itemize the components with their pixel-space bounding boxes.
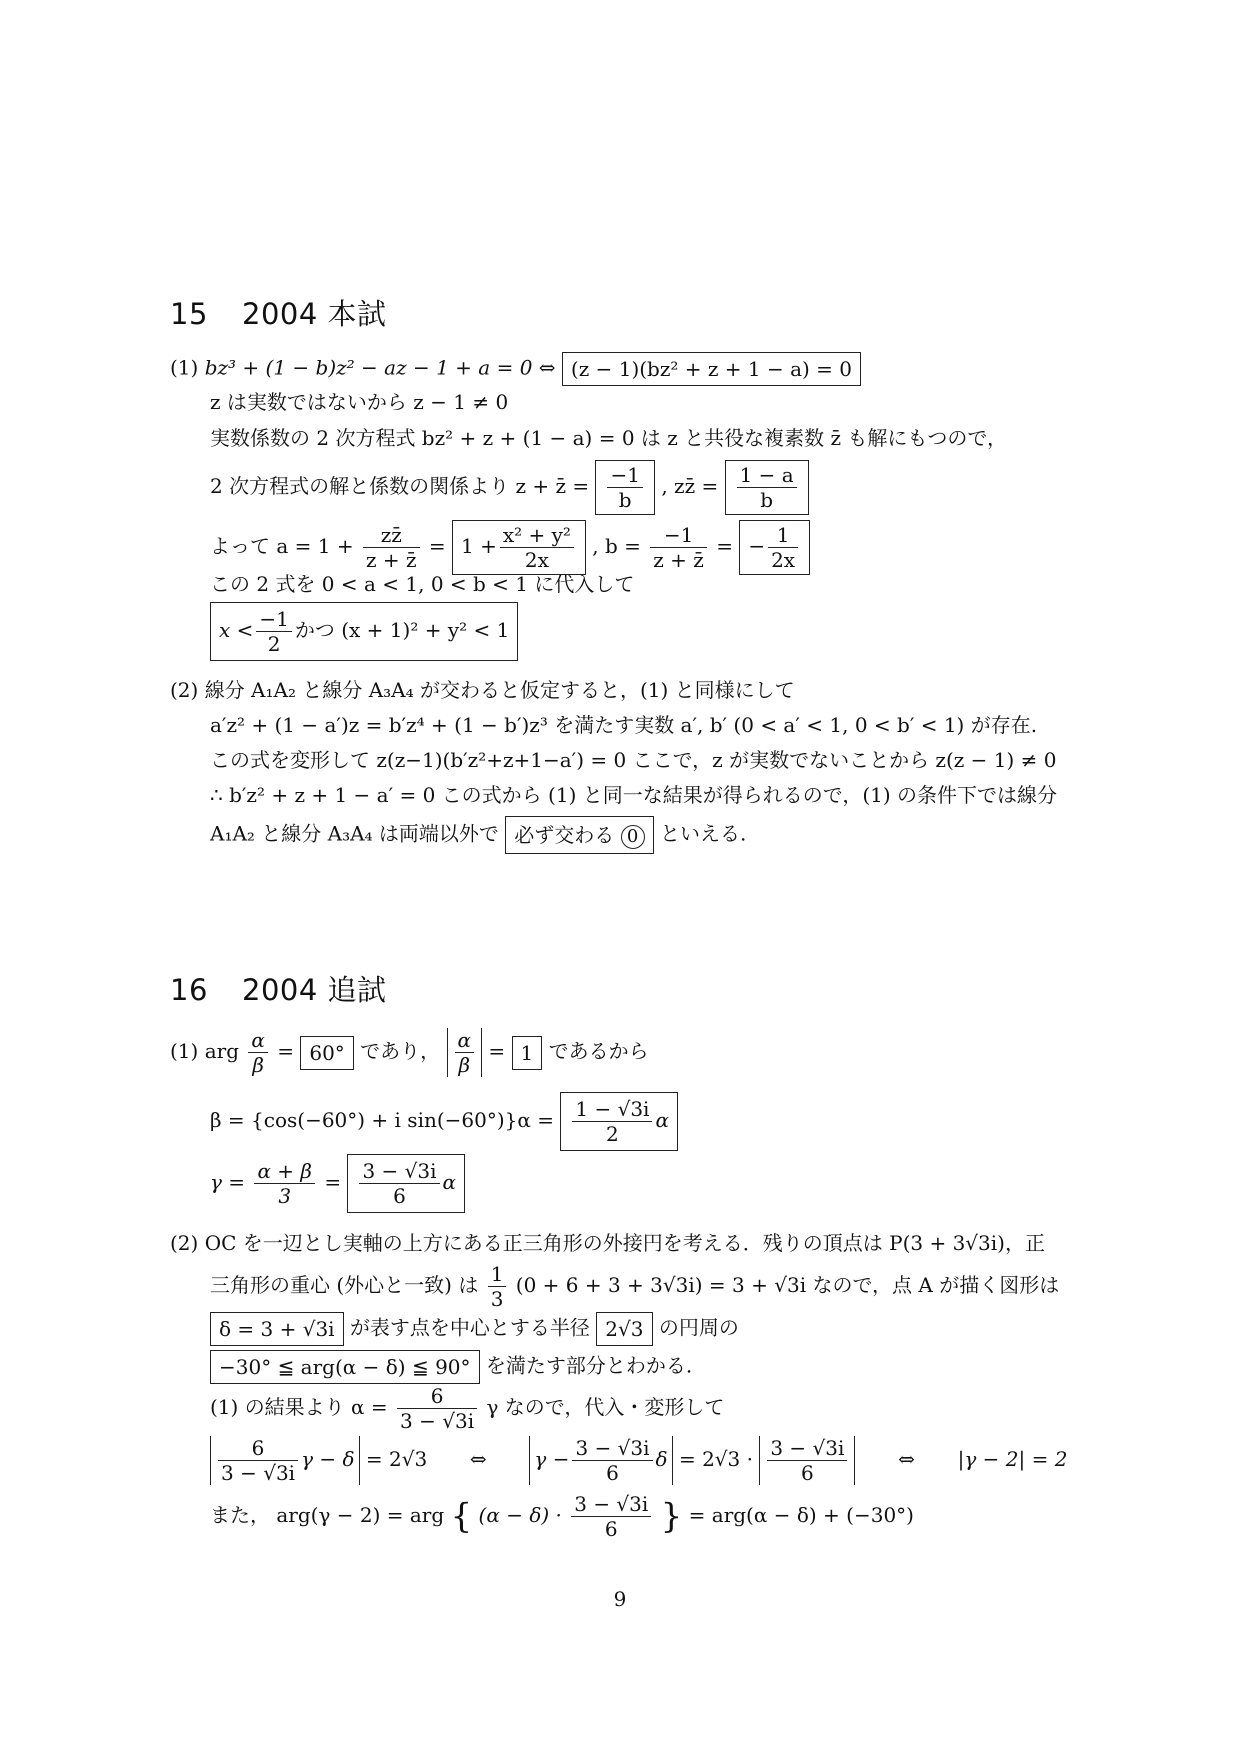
text-span: 2 次方程式の解と係数の関係より z + z̄ = — [210, 474, 590, 498]
fraction — [359, 1159, 439, 1208]
numerator: 1 — [488, 1262, 507, 1287]
text-span: (α − δ) · — [478, 1503, 562, 1527]
problem-line: z は実数ではないから z − 1 ≠ 0 — [210, 390, 509, 414]
fraction — [256, 607, 291, 656]
text-span: α — [442, 1170, 457, 1194]
text-span: であり， — [360, 1039, 441, 1063]
fraction — [607, 463, 642, 512]
answer-box — [595, 460, 654, 515]
problem-line — [210, 1092, 678, 1151]
denominator: 3 − √3i — [400, 1409, 475, 1433]
section-title: 2004 本試 — [242, 297, 387, 331]
answer-box — [452, 520, 586, 575]
answer-box — [725, 460, 809, 515]
circled-number: 0 — [621, 825, 645, 849]
problem-line — [210, 602, 518, 661]
problem-line — [210, 1262, 1059, 1311]
equivalence-symbol: ⇔ — [469, 1447, 487, 1471]
fraction — [650, 523, 707, 572]
answer-box: 60° — [300, 1036, 353, 1070]
fraction — [455, 1028, 475, 1077]
denominator: z + z̄ — [365, 548, 417, 572]
problem-line — [210, 1154, 465, 1213]
denominator: 3 — [278, 1184, 292, 1208]
problem-line — [170, 676, 795, 704]
numerator: x² + y² — [500, 523, 574, 548]
fraction — [737, 463, 797, 512]
denominator: 2x — [771, 548, 796, 572]
problem-line — [210, 460, 809, 515]
denominator: 6 — [801, 1461, 814, 1485]
math-expression: bz³ + (1 − b)z² − az − 1 + a = 0 ⇔ — [204, 355, 556, 380]
text-span: , b = — [592, 534, 641, 558]
fraction — [254, 1159, 315, 1208]
problem-line — [210, 1492, 914, 1541]
numerator: −1 — [650, 523, 707, 548]
part-label: (1) — [170, 1039, 199, 1063]
denominator: β — [252, 1053, 264, 1077]
text-span: = 2√3 — [365, 1447, 428, 1471]
text-span: γ − δ — [301, 1447, 355, 1471]
problem-line: この 2 式を 0 < a < 1, 0 < b < 1 に代入して — [210, 572, 635, 596]
problem-line: ∴ b′z² + z + 1 − a′ = 0 この式から (1) と同一な結果が得られるので，(1) の条件下では線分 — [210, 783, 1058, 807]
text-span: β = {cos(−60°) + i sin(−60°)}α = — [210, 1108, 555, 1132]
absolute-value — [210, 1436, 360, 1485]
fraction — [218, 1436, 298, 1485]
denominator: 2x — [524, 548, 549, 572]
problem-line — [210, 1436, 1067, 1485]
text-span: (1) の結果より α = — [210, 1395, 388, 1419]
text-span: = — [716, 534, 733, 558]
problem-line — [170, 1028, 649, 1077]
text-span: − — [748, 534, 766, 558]
text-span: α — [655, 1108, 669, 1132]
answer-box: 1 — [512, 1036, 543, 1070]
text-span: = — [488, 1039, 506, 1063]
absolute-value — [759, 1436, 855, 1485]
text-span: 線分 A₁A₂ と線分 A₃A₄ が交わると仮定すると，(1) と同様にして — [204, 678, 795, 702]
numerator: 3 − √3i — [767, 1436, 847, 1461]
answer-box — [739, 520, 810, 575]
denominator: b — [760, 488, 774, 512]
problem-line — [210, 1350, 692, 1384]
text-span: γ = — [210, 1170, 246, 1194]
answer-box: δ = 3 + √3i — [210, 1312, 344, 1346]
text-span: γ − — [534, 1447, 570, 1471]
part-label: (2) — [170, 1231, 199, 1255]
numerator: −1 — [607, 463, 642, 488]
denominator: 6 — [606, 1461, 619, 1485]
text-span: = 2√3 · — [678, 1447, 753, 1471]
part-label: (1) — [170, 355, 199, 380]
fraction — [768, 523, 798, 572]
answer-box — [347, 1154, 465, 1213]
text-span: , zz̄ = — [661, 474, 719, 498]
fraction — [571, 1492, 651, 1541]
text-span: が表す点を中心とする半径 — [349, 1315, 590, 1340]
text-span: といえる. — [660, 821, 747, 846]
answer-box — [560, 1092, 678, 1151]
denominator: 2 — [606, 1122, 619, 1146]
equivalence-symbol: ⇔ — [898, 1447, 915, 1471]
denominator: 3 — [490, 1287, 504, 1311]
numerator: 6 — [218, 1436, 298, 1461]
problem-line: この式を変形して z(z−1)(b′z²+z+1−a′) = 0 ここで，z が実数でないことから z(z − 1) ≠ 0 — [210, 748, 1057, 772]
text-span: γ なので，代入・変形して — [486, 1395, 725, 1419]
section-heading-16 — [170, 968, 387, 1009]
problem-line: 実数係数の 2 次方程式 bz² + z + (1 − a) = 0 は z と共役な複素数 z̄ も解にもつので， — [210, 426, 1008, 450]
fraction — [248, 1028, 268, 1077]
fraction — [572, 1097, 652, 1146]
answer-box: −30° ≦ arg(α − δ) ≦ 90° — [210, 1350, 480, 1384]
text-span: また， — [210, 1503, 270, 1527]
problem-line — [210, 816, 746, 854]
numerator: 6 — [397, 1384, 477, 1409]
problem-line — [210, 1312, 739, 1346]
text-span: |γ − 2| = 2 — [957, 1447, 1068, 1471]
problem-line — [170, 1229, 1045, 1257]
text-span: = — [324, 1170, 342, 1194]
denominator: 3 − √3i — [221, 1461, 296, 1485]
numerator: 1 − a — [737, 463, 797, 488]
text-span: 三角形の重心 (外心と一致) は — [210, 1273, 479, 1297]
text-span: の円周の — [658, 1315, 739, 1340]
problem-line: a′z² + (1 − a′)z = b′z⁴ + (1 − b′)z³ を満たす実数 a′, b′ (0 < a′ < 1, 0 < b′ < 1) が存在. — [210, 713, 1038, 737]
fraction — [363, 523, 420, 572]
denominator: 2 — [267, 632, 281, 656]
numerator: 1 — [768, 523, 798, 548]
absolute-value — [529, 1436, 672, 1485]
brace: { — [450, 1496, 473, 1537]
text-span: を満たす部分とわかる. — [485, 1353, 693, 1378]
denominator: 6 — [604, 1517, 618, 1541]
page-number: 9 — [613, 1587, 627, 1611]
part-label: (2) — [170, 678, 199, 702]
text-span: x < — [219, 618, 254, 642]
answer-box: (z − 1)(bz² + z + 1 − a) = 0 — [562, 352, 861, 386]
section-title: 2004 追試 — [242, 973, 387, 1007]
problem-line — [210, 1384, 724, 1433]
text-span: = arg(α − δ) + (−30°) — [688, 1503, 914, 1527]
text-span: arg(γ − 2) = arg — [276, 1503, 445, 1527]
denominator: b — [618, 488, 632, 512]
text-span: よって a = 1 + — [210, 534, 354, 558]
section-number: 16 — [170, 973, 208, 1007]
numerator: α + β — [254, 1159, 315, 1184]
numerator: 1 − √3i — [572, 1097, 652, 1122]
section-heading-15 — [170, 292, 387, 333]
text-span: であるから — [548, 1039, 649, 1063]
numerator: α — [248, 1028, 268, 1053]
text-span: A₁A₂ と線分 A₃A₄ は両端以外で — [210, 821, 499, 846]
brace: } — [660, 1496, 683, 1537]
absolute-value — [447, 1028, 483, 1077]
answer-box — [505, 816, 653, 854]
answer-box: 2√3 — [596, 1312, 652, 1346]
fraction — [397, 1384, 477, 1433]
problem-line — [170, 352, 861, 386]
denominator: β — [458, 1053, 471, 1077]
text-span: かつ (x + 1)² + y² < 1 — [294, 618, 510, 642]
fraction — [488, 1262, 507, 1311]
text-span: = — [428, 534, 446, 558]
numerator: zz̄ — [363, 523, 420, 548]
text-span: = — [277, 1039, 294, 1063]
section-number: 15 — [170, 297, 208, 331]
problem-line — [210, 520, 810, 575]
numerator: α — [455, 1028, 475, 1053]
text-span: arg — [204, 1039, 239, 1063]
numerator: 3 − √3i — [571, 1492, 651, 1517]
text-span: 必ず交わる — [514, 823, 615, 847]
numerator: 3 − √3i — [572, 1436, 652, 1461]
fraction — [500, 523, 574, 572]
denominator: 6 — [393, 1184, 406, 1208]
text-span: 1 + — [460, 534, 497, 558]
denominator: z + z̄ — [653, 548, 704, 572]
fraction — [572, 1436, 652, 1485]
numerator: −1 — [256, 607, 291, 632]
answer-box — [210, 602, 518, 661]
text-span: δ — [655, 1447, 668, 1471]
text-span: (0 + 6 + 3 + 3√3i) = 3 + √3i なので，点 A が描く図形は — [515, 1273, 1060, 1297]
text-span: OC を一辺とし実軸の上方にある正三角形の外接円を考える．残りの頂点は P(3 + 3√3i)，正 — [204, 1231, 1045, 1255]
numerator: 3 − √3i — [359, 1159, 439, 1184]
fraction — [767, 1436, 847, 1485]
